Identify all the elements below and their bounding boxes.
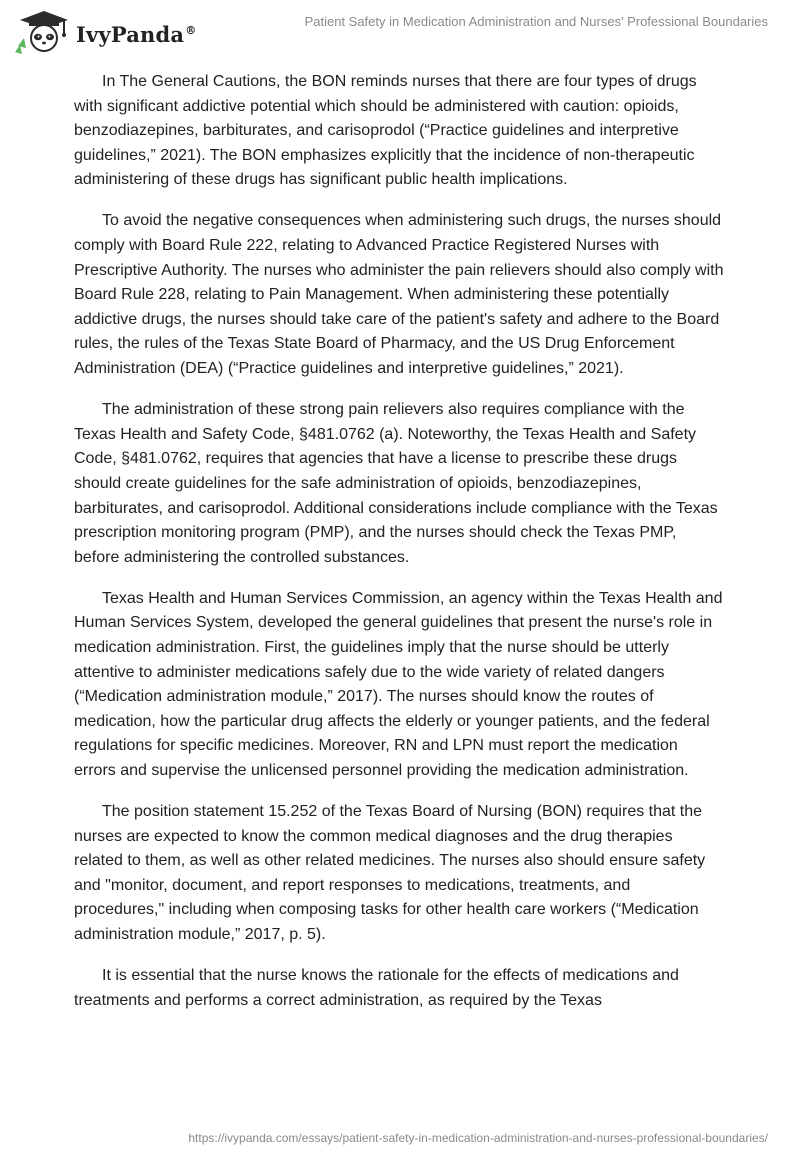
paragraph-1: In The General Cautions, the BON reminds nurses that there are four types of drugs with significant addictive potential which should be administered with caution: opioids, benzodiazepines, barbiturates, and carisoprodol (“Practice guidelines and interpretive guidelines,” 2021). The BON emphasizes explicitly that the incidence of non-therapeutic administering of these drugs has significant public health implications. xyxy=(74,73,697,189)
paragraph-3: The administration of these strong pain relievers also requires compliance with the Texas Health and Safety Code, §481.0762 (a). Noteworthy, the Texas Health and Safety Code, §481.0762, requires that agencies that have a license to prescribe these drugs should create guidelines for the safe administration of opioids, benzodiazepines, barbiturates, and carisoprodol. Additional considerations include compliance with the Texas prescription monitoring program (PMP), and the nurses should check the Texas PMP, before administering the controlled substances. xyxy=(74,401,718,566)
paragraph-6: It is essential that the nurse knows the rationale for the effects of medications and treatments and performs a correct administration, as required by the Texas xyxy=(74,967,679,1009)
panda-icon xyxy=(14,8,70,54)
source-url[interactable]: https://ivypanda.com/essays/patient-safety-in-medication-administration-and-nurses-professional-boundaries/ xyxy=(188,1131,768,1145)
essay-body xyxy=(74,70,724,1120)
paragraph-4: Texas Health and Human Services Commission, an agency within the Texas Health and Human Services System, developed the general guidelines that present the nurse's role in medication administration. First, the guidelines imply that the nurse should be utterly attentive to administer medications safely due to the wide variety of related dangers (“Medication administration module,” 2017). The nurses should know the routes of medication, how the particular drug affects the elderly or younger patients, and the federal regulations for specific medicines. Moreover, RN and LPN must report the medication errors and supervise the unlicensed personnel providing the medication administration. xyxy=(74,589,723,779)
registered-mark: ® xyxy=(185,23,197,37)
paragraph-5: The position statement 15.252 of the Texas Board of Nursing (BON) requires that the nurses are expected to know the common medical diagnoses and the drug therapies related to them, as well as other related medicines. The nurses also should ensure safety and "monitor, document, and report responses to medications, treatments, and procedures," including when composing tasks for other health care workers (“Medication administration module,” 2017, p. 5). xyxy=(74,803,706,943)
page-title: Patient Safety in Medication Administration and Nurses’ Professional Boundaries xyxy=(304,14,768,29)
logo-wordmark xyxy=(76,22,196,47)
ivypanda-logo[interactable] xyxy=(14,8,196,54)
brand-name: IvyPanda xyxy=(76,21,185,47)
paragraph-2: To avoid the negative consequences when administering such drugs, the nurses should comply with Board Rule 222, relating to Advanced Practice Registered Nurses with Prescriptive Authority. The nurses who administer the pain relievers should also comply with Board Rule 228, relating to Pain Management. When administering these potentially addictive drugs, the nurses should take care of the patient's safety and adhere to the Board rules, the rules of the Texas State Board of Pharmacy, and the US Drug Enforcement Administration (DEA) (“Practice guidelines and interpretive guidelines,” 2021). xyxy=(74,212,724,378)
